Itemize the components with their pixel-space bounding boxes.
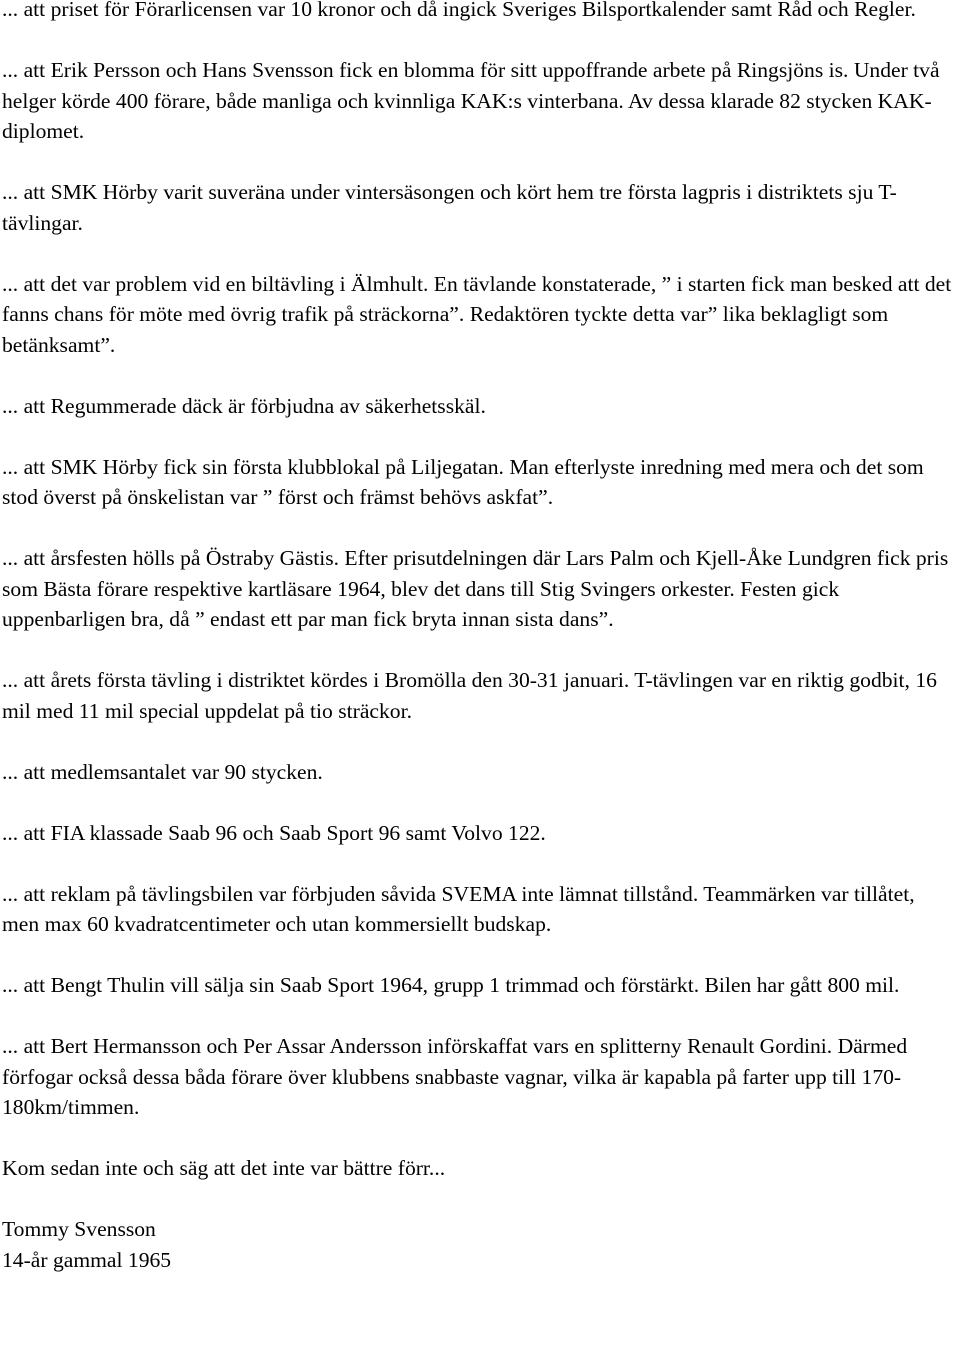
paragraph-renault-gordini: ... att Bert Hermansson och Per Assar Andersson införskaffat vars en splitterny Renault Gordini. Därmed förfogar också dessa båda förare över klubbens snabbaste vagnar, vilka är kapabla på farter upp till 170-180km/timmen. [2, 1034, 908, 1119]
paragraph-fia-classification: ... att FIA klassade Saab 96 och Saab Sport 96 samt Volvo 122. [2, 820, 546, 845]
author-name: Tommy Svensson [2, 1217, 156, 1241]
paragraph-club-room: ... att SMK Hörby fick sin första klubblokal på Liljegatan. Man efterlyste inredning med mera och det som stod överst på önskelistan var ” först och främst behövs askfat”. [2, 454, 924, 509]
paragraph-first-competition: ... att årets första tävling i distriktet kördes i Bromölla den 30-31 januari. T-tävlingen var en riktig godbit, 16 mil med 11 mil special uppdelat på tio sträckor. [2, 668, 937, 723]
paragraph-car-for-sale: ... att Bengt Thulin vill sälja sin Saab Sport 1964, grupp 1 trimmad och förstärkt. Bilen har gått 800 mil. [2, 973, 900, 997]
paragraph-membership-count: ... att medlemsantalet var 90 stycken. [2, 759, 323, 784]
paragraph-advertising-rules: ... att reklam på tävlingsbilen var förbjuden såvida SVEMA inte lämnat tillstånd. Teammärken var tillåtet, men max 60 kvadratcentimeter och utan kommersiellt budskap. [2, 881, 915, 936]
paragraph-annual-party: ... att årsfesten hölls på Östraby Gästis. Efter prisutdelningen där Lars Palm och Kjell-Åke Lundgren fick pris som Bästa förare respektive kartläsare 1964, blev det dans till Stig Svingers orkester. Festen gick uppenbarligen bra, då ” endast ett par man fick bryta innan sista dans”. [2, 546, 949, 631]
document-page [2, 0, 952, 1275]
author-age-note: 14-år gammal 1965 [2, 1247, 172, 1272]
paragraph-smk-team-prizes: ... att SMK Hörby varit suveräna under vintersäsongen och kört hem tre första lagpris i distriktets sju T-tävlingar. [2, 180, 897, 235]
paragraph-ringsjon-ice: ... att Erik Persson och Hans Svensson fick en blomma för sitt uppoffrande arbete på Ringsjöns is. Under två helger körde 400 förare, både manliga och kvinnliga KAK:s vinterbana. Av dessa klarade 82 stycken KAK-diplomet. [2, 58, 940, 143]
paragraph-closing-remark: Kom sedan inte och säg att det inte var bättre förr... [2, 1156, 446, 1180]
signature-block [2, 1214, 952, 1275]
paragraph-almhult-problem: ... att det var problem vid en biltävling i Älmhult. En tävlande konstaterade, ” i starten fick man besked att det fanns chans för möte med övrig trafik på sträckorna”. Redaktören tyckte detta var” lika beklagligt som betänksamt”. [2, 271, 952, 357]
paragraph-license-price: ... att priset för Förarlicensen var 10 kronor och då ingick Sveriges Bilsportkalender samt Råd och Regler. [2, 0, 916, 21]
paragraph-retread-tires: ... att Regummerade däck är förbjudna av säkerhetsskäl. [2, 393, 486, 418]
